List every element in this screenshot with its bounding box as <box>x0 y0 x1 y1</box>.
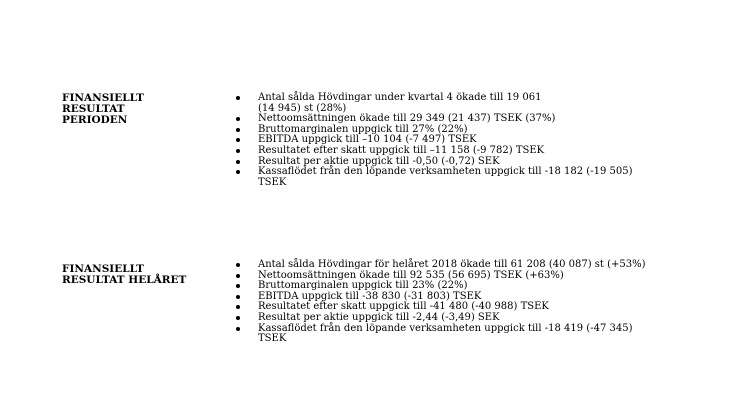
list-item-text: Bruttomarginalen uppgick till 23% (22%) <box>258 280 468 292</box>
bullet-icon <box>236 295 240 299</box>
list-item <box>236 324 706 345</box>
list-item-text: Resultat per aktie uppgick till -0,50 (-0,72) SEK <box>258 155 500 167</box>
bullet-icon <box>236 160 240 164</box>
bullet-icon <box>236 149 240 153</box>
section-heading: FINANSIELLT RESULTAT PERIODEN <box>62 92 144 126</box>
list-item-text: Bruttomarginalen uppgick till 27% (22%) <box>258 123 468 135</box>
bullet-icon <box>236 305 240 309</box>
list-item-text: Resultatet efter skatt uppgick till -41 480 (-40 988) TSEK <box>258 301 549 313</box>
bullet-icon <box>236 316 240 320</box>
list-item-text: Kassaflödet från den löpande verksamheten uppgick till -18 419 (-47 345) TSEK <box>258 322 633 345</box>
bullet-icon <box>236 327 240 331</box>
section-heading: FINANSIELLT RESULTAT HELÅRET <box>62 263 187 286</box>
bullet-icon <box>236 128 240 132</box>
bullet-icon <box>236 138 240 142</box>
bullet-icon <box>236 170 240 174</box>
bullet-list <box>236 93 706 188</box>
list-item-text: Resultatet efter skatt uppgick till –11 158 (-9 782) TSEK <box>258 144 545 156</box>
list-item-text: Resultat per aktie uppgick till -2,44 (-3,49) SEK <box>258 311 500 323</box>
list-item <box>236 167 706 188</box>
list-item-text: Nettoomsättningen ökade till 29 349 (21 437) TSEK (37%) <box>258 113 556 125</box>
list-item <box>236 93 706 114</box>
bullet-icon <box>236 263 240 267</box>
bullet-icon <box>236 274 240 278</box>
bullet-icon <box>236 117 240 121</box>
list-item-text: Kassaflödet från den löpande verksamheten uppgick till -18 182 (-19 505) TSEK <box>258 166 633 188</box>
list-item-text: EBITDA uppgick till -38 830 (-31 803) TSEK <box>258 290 482 302</box>
list-item-text: Antal sålda Hövdingar under kvartal 4 ökade till 19 061 (14 945) st (28%) <box>258 92 542 114</box>
bullet-list <box>236 260 706 345</box>
bullet-icon <box>236 284 240 288</box>
bullet-icon <box>236 96 240 100</box>
list-item-text: Antal sålda Hövdingar för helåret 2018 ökade till 61 208 (40 087) st (+53%) <box>258 259 646 270</box>
list-item-text: Nettoomsättningen ökade till 92 535 (56 695) TSEK (+63%) <box>258 269 564 281</box>
list-item-text: EBITDA uppgick till –10 104 (-7 497) TSEK <box>258 134 477 146</box>
